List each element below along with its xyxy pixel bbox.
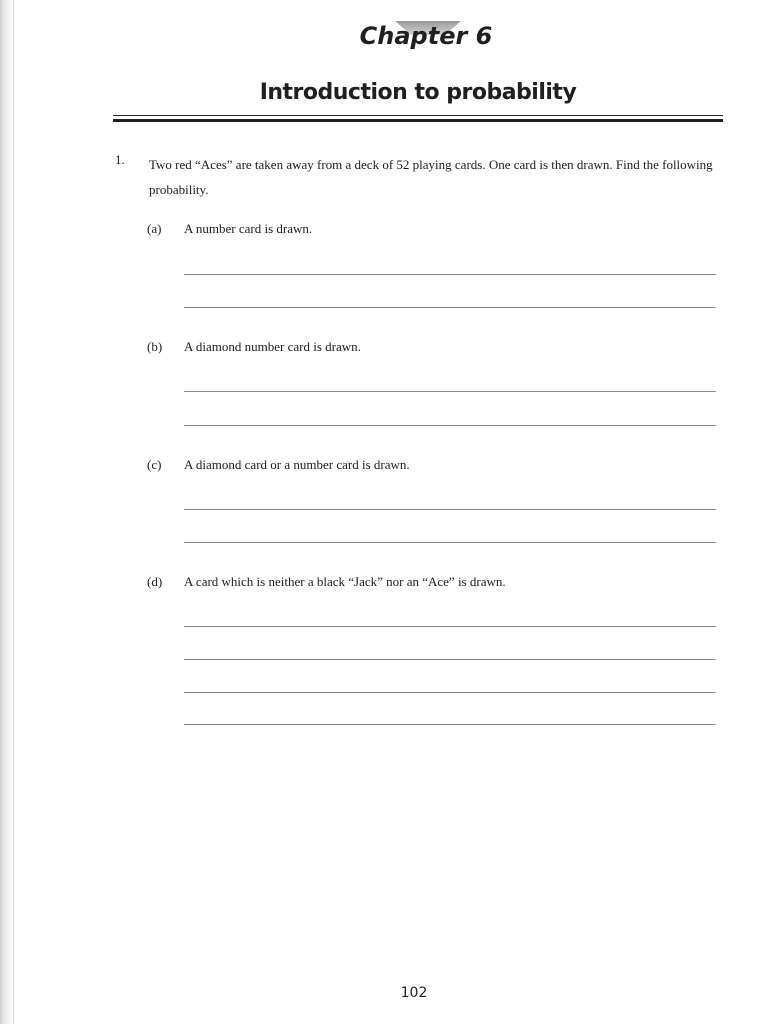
part-d-label: (d) <box>147 574 163 589</box>
answer-line[interactable] <box>184 692 716 693</box>
part-b-text: A diamond number card is drawn. <box>184 339 361 354</box>
answer-line[interactable] <box>184 307 716 308</box>
section-title: Introduction to probability <box>259 80 577 105</box>
part-a-label: (a) <box>147 221 162 236</box>
answer-line[interactable] <box>184 626 716 627</box>
answer-line[interactable] <box>184 425 716 426</box>
title-rule-thin <box>113 115 723 116</box>
answer-line[interactable] <box>184 659 716 660</box>
part-c-text: A diamond card or a number card is drawn. <box>184 457 410 472</box>
answer-line[interactable] <box>184 724 716 725</box>
question-text: Two red “Aces” are taken away from a deck of 52 playing cards. One card is then drawn. Find the following probability. <box>149 157 713 197</box>
answer-line[interactable] <box>184 509 716 510</box>
chapter-heading: Chapter 6 <box>359 22 493 50</box>
part-c-label: (c) <box>147 457 162 472</box>
part-b-label: (b) <box>147 339 163 354</box>
part-a-text: A number card is drawn. <box>184 221 313 236</box>
answer-line[interactable] <box>184 542 716 543</box>
answer-line[interactable] <box>184 274 716 275</box>
scan-page-edge-line <box>13 0 14 1024</box>
question-number: 1. <box>115 152 125 167</box>
part-d-text: A card which is neither a black “Jack” nor an “Ace” is drawn. <box>184 574 506 589</box>
answer-line[interactable] <box>184 391 716 392</box>
page-number: 102 <box>400 985 428 1001</box>
title-rule-thick <box>113 119 723 122</box>
